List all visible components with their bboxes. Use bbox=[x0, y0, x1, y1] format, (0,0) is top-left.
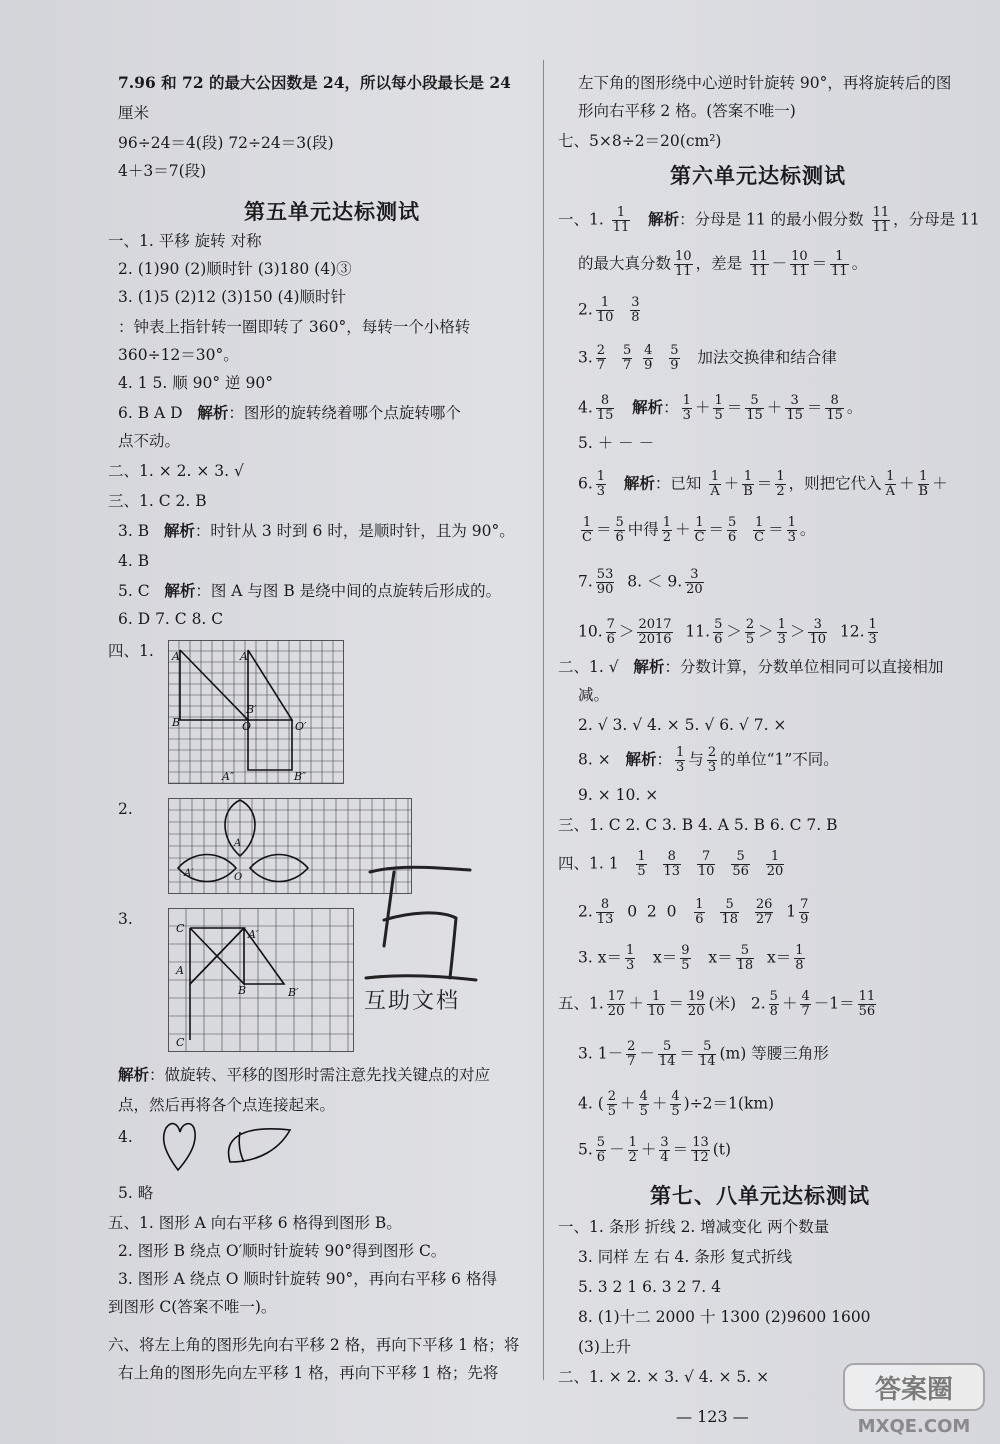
grid-label: B′ bbox=[288, 986, 299, 999]
grid-label: C bbox=[176, 922, 185, 935]
answer-line: 一、1. 条形 折线 2. 增减变化 两个数量 bbox=[558, 1218, 830, 1236]
answer-line: 8. × 解析： $\frac{1}{3}$ 与 $\frac{2}{3}$ 的单位“1”不同。 bbox=[578, 745, 839, 775]
answer-line: 4. $\frac{8}{15}$ 解析： $\frac{1}{3}$ ＋ $\frac{1}{5}$ ＝ $\frac{5}{15}$ ＋ $\frac{3}{15}$ ＝ $\frac{8}{15}$ 。 bbox=[578, 393, 863, 423]
answer-line: 5. C 解析：图 A 与图 B 是绕中间的点旋转后形成的。 bbox=[118, 581, 502, 600]
answer-line: 3. 图形 A 绕点 O 顺时针旋转 90°，再向右平移 6 格得 bbox=[118, 1270, 497, 1288]
answer-line: 二、1. × 2. × 3. √ bbox=[108, 462, 244, 480]
answer-line: 9. × 10. × bbox=[578, 786, 659, 804]
rotation-grid-figure-1 bbox=[168, 640, 344, 784]
grid-label: A′ bbox=[248, 928, 259, 941]
grid-label: A″ bbox=[222, 770, 235, 783]
answer-line: 4. B bbox=[118, 552, 150, 570]
grid-label: B bbox=[238, 984, 247, 997]
answer-line: 3. $\frac{2}{7}$ $\frac{5}{7}$ $\frac{4}{9}$ $\frac{5}{9}$ 加法交换律和结合律 bbox=[578, 343, 837, 373]
grid-label: A bbox=[172, 650, 180, 663]
answer-line: 左下角的图形绕中心逆时针旋转 90°，再将旋转后的图 bbox=[578, 74, 952, 92]
answer-line: 3. bbox=[118, 910, 133, 928]
explanation-line: 解析：做旋转、平移的图形时需注意先找关键点的对应 bbox=[118, 1065, 491, 1084]
unit5-heading: 第五单元达标测试 bbox=[244, 200, 420, 224]
answer-line: 6. $\frac{1}{3}$ 解析：已知 $\frac{1}{A}$ ＋ $\frac{1}{B}$ ＝ $\frac{1}{2}$ ，则把它代入 $\frac{1}{A}$ ＋ $\frac{1}{B}$ ＋ bbox=[578, 469, 948, 499]
grid-label: A bbox=[234, 838, 242, 849]
answer-line: 2. bbox=[118, 800, 133, 818]
answer-line: 6. B A D 解析：图形的旋转绕着哪个点旋转哪个 bbox=[118, 403, 461, 422]
answer-line: 右上角的图形先向左平移 1 格，再向下平移 1 格；先将 bbox=[118, 1364, 499, 1382]
answer-line: 5. 略 bbox=[118, 1184, 154, 1202]
answer-line: 六、将左上角的图形先向右平移 2 格，再向下平移 1 格；将 bbox=[108, 1336, 520, 1354]
answer-line: 到图形 C(答案不唯一)。 bbox=[108, 1298, 277, 1316]
grid-label: A′ bbox=[184, 868, 194, 879]
answer-line: 3. 1－ $\frac{2}{7}$ － $\frac{5}{14}$ ＝ $\frac{5}{14}$ (m) 等腰三角形 bbox=[578, 1039, 829, 1069]
answer-line: 四、1. bbox=[108, 642, 154, 660]
answer-line: 点不动。 bbox=[118, 432, 181, 450]
watermark-logo bbox=[840, 1358, 990, 1438]
answer-line: 三、1. C 2. B bbox=[108, 492, 207, 510]
answer-line: 2. 图形 B 绕点 O′顺时针旋转 90°得到图形 C。 bbox=[118, 1242, 447, 1260]
grid-label: O bbox=[234, 872, 243, 883]
answer-line: 96÷24＝4(段) 72÷24＝3(段) bbox=[118, 134, 334, 152]
answer-line: 厘米 bbox=[118, 104, 150, 122]
unit78-heading: 第七、八单元达标测试 bbox=[650, 1184, 870, 1208]
grid-label: B′ bbox=[246, 703, 257, 716]
answer-line: 8. (1)十二 2000 十 1300 (2)9600 1600 bbox=[578, 1308, 871, 1326]
answer-line: 7. $\frac{53}{90}$ 8. ＜ 9. $\frac{3}{20}$ bbox=[578, 567, 703, 597]
answer-line: 3. x＝ $\frac{1}{3}$ x＝ $\frac{9}{5}$ x＝ $\frac{5}{18}$ x＝ $\frac{1}{8}$ bbox=[578, 943, 804, 973]
explanation-line: 点，然后再将各个点连接起来。 bbox=[118, 1096, 336, 1114]
answer-line: 七、5×8÷2＝20(cm²) bbox=[558, 132, 722, 150]
answer-line: 减。 bbox=[578, 686, 610, 704]
answer-line: 的最大真分数 $\frac{10}{11}$ ，差是 $\frac{11}{11}$ － $\frac{10}{11}$ ＝ $\frac{1}{11}$ 。 bbox=[578, 249, 868, 279]
answer-line: 4. bbox=[118, 1128, 133, 1146]
grid-label: O′ bbox=[295, 720, 307, 733]
answer-line: 二、1. × 2. × 3. √ 4. × 5. × bbox=[558, 1368, 770, 1386]
answer-line: 2. $\frac{1}{10}$ $\frac{3}{8}$ bbox=[578, 295, 640, 325]
answer-line: 4. ( $\frac{2}{5}$ ＋ $\frac{4}{5}$ ＋ $\frac{4}{5}$ )÷2＝1(km) bbox=[578, 1089, 775, 1119]
answer-line: 三、1. C 2. C 3. B 4. A 5. B 6. C 7. B bbox=[558, 816, 838, 834]
column-divider bbox=[543, 60, 544, 1380]
answer-line: 4. 1 5. 顺 90° 逆 90° bbox=[118, 374, 273, 392]
answer-line: 5. 3 2 1 6. 3 2 7. 4 bbox=[578, 1278, 721, 1296]
answer-line: $\frac{1}{C}$ ＝ $\frac{5}{6}$ 中得 $\frac{1}{2}$ ＋ $\frac{1}{C}$ ＝ $\frac{5}{6}$ $\frac{1}{C}$ ＝ $\frac{1}{3}$ 。 bbox=[582, 515, 816, 545]
grid-label: A′ bbox=[240, 650, 251, 663]
symmetry-drawings bbox=[160, 1118, 300, 1174]
explanation-line: 360÷12＝30°。 bbox=[118, 346, 239, 364]
answer-line: 一、1. 平移 旋转 对称 bbox=[108, 232, 262, 250]
answer-line: 一、1. $\frac{1}{11}$ 解析：分母是 11 的最小假分数 $\frac{11}{11}$ ，分母是 11 bbox=[558, 205, 980, 235]
svg-text:答案圈: 答案圈 bbox=[874, 1375, 954, 1405]
answer-line: 3. (1)5 (2)12 (3)150 (4)顺时针 bbox=[118, 288, 346, 306]
answer-line: 五、1. $\frac{17}{20}$ ＋ $\frac{1}{10}$ ＝ $\frac{19}{20}$ (米) 2. $\frac{5}{8}$ ＋ $\frac{4}{7}$ －1＝ $\frac{11}{56}$ bbox=[558, 989, 876, 1019]
answer-line: 3. B 解析：时针从 3 时到 6 时，是顺时针，且为 90°。 bbox=[118, 521, 515, 540]
answer-line: 2. √ 3. √ 4. × 5. √ 6. √ 7. × bbox=[578, 716, 787, 734]
answer-line: 5. $\frac{5}{6}$ － $\frac{1}{2}$ ＋ $\frac{3}{4}$ ＝ $\frac{13}{12}$ (t) bbox=[578, 1135, 732, 1165]
grid-label: O bbox=[242, 720, 252, 733]
unit6-heading: 第六单元达标测试 bbox=[670, 164, 846, 188]
grid-label: C bbox=[176, 1036, 185, 1049]
stamp-caption: 互助文档 bbox=[364, 989, 461, 1014]
answer-line: 五、1. 图形 A 向右平移 6 格得到图形 B。 bbox=[108, 1214, 402, 1232]
answer-line: 6. D 7. C 8. C bbox=[118, 610, 224, 628]
grid-label: B bbox=[172, 716, 181, 729]
answer-line: 2. $\frac{8}{13}$ 0 2 0 $\frac{1}{6}$ $\frac{5}{18}$ $\frac{26}{27}$ 1 $\frac{7}{9}$ bbox=[578, 897, 809, 927]
answer-line: 7.96 和 72 的最大公因数是 24，所以每小段最长是 24 bbox=[118, 73, 511, 92]
answer-line: 形向右平移 2 格。(答案不唯一) bbox=[578, 102, 796, 120]
svg-text:MXQE.COM: MXQE.COM bbox=[857, 1416, 971, 1437]
grid-label: B″ bbox=[294, 770, 307, 783]
answer-line: 3. 同样 左 右 4. 条形 复式折线 bbox=[578, 1248, 793, 1266]
answer-line: (3)上升 bbox=[578, 1338, 631, 1356]
grid-label: A bbox=[176, 964, 184, 977]
answer-line: 4＋3＝7(段) bbox=[118, 162, 207, 180]
answer-line: 10. $\frac{7}{6}$ ＞ $\frac{2017}{2016}$ 11. $\frac{5}{6}$ ＞ $\frac{2}{5}$ ＞ $\frac{1}{3}$ ＞ $\frac{3}{10}$ 12. $\frac{1}{3}$ bbox=[578, 617, 877, 647]
page-number: — 123 — bbox=[676, 1407, 749, 1426]
answer-line: 2. (1)90 (2)顺时针 (3)180 (4)③ bbox=[118, 260, 352, 278]
explanation-line: ：钟表上指针转一圈即转了 360°，每转一个小格转 bbox=[118, 318, 471, 336]
answer-line: 四、1. 1 $\frac{1}{5}$ $\frac{8}{13}$ $\frac{7}{10}$ $\frac{5}{56}$ $\frac{1}{20}$ bbox=[558, 849, 784, 879]
answer-line: 5. ＋ － － bbox=[578, 434, 655, 452]
answer-line: 二、1. √ 解析：分数计算，分数单位相同可以直接相加 bbox=[558, 657, 944, 676]
rotation-grid-figure-3 bbox=[168, 908, 354, 1052]
